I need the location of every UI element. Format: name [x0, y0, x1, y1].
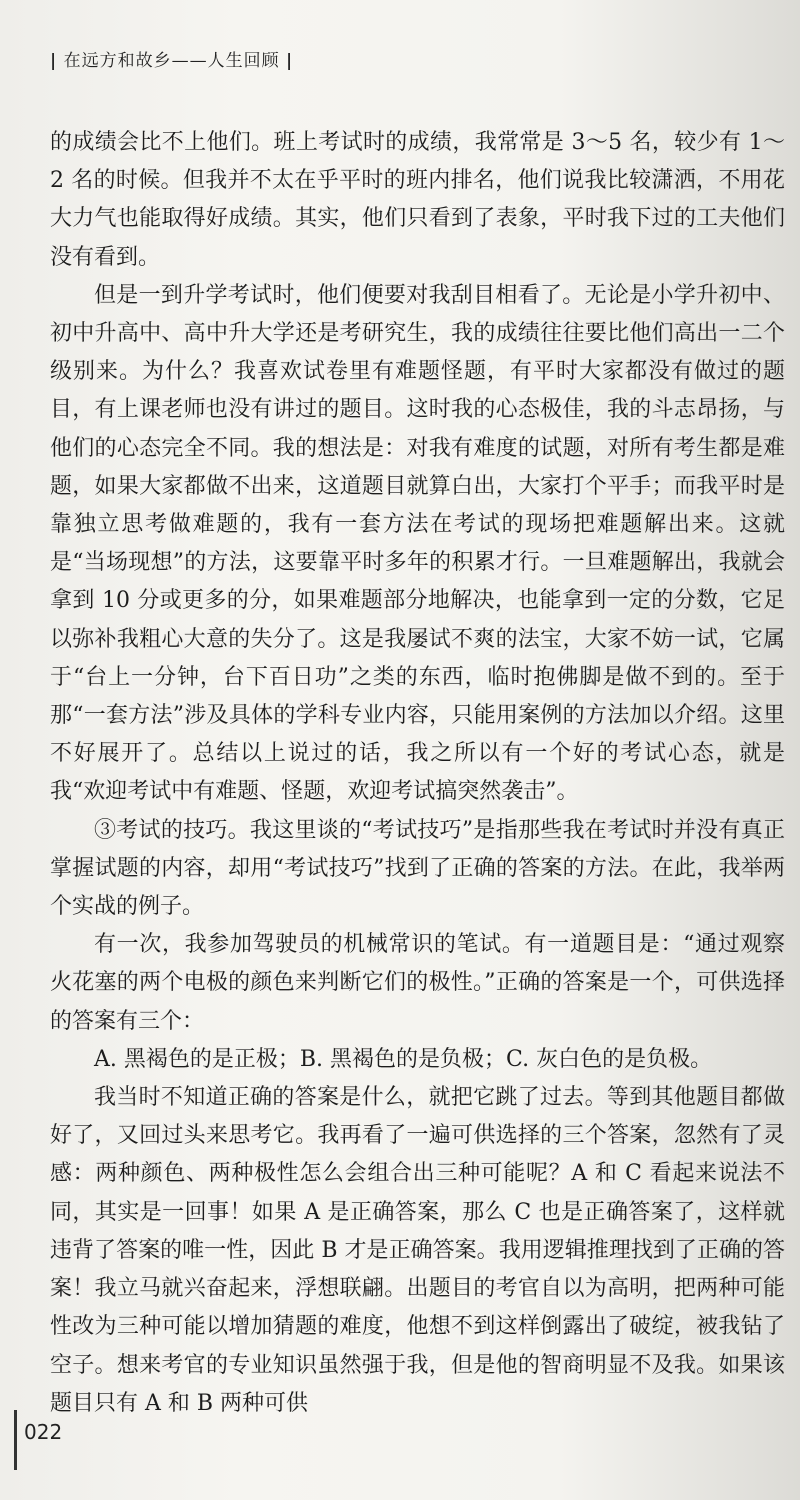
paragraph-4: 有一次，我参加驾驶员的机械常识的笔试。有一道题目是：“通过观察火花塞的两个电极的颜色来判断它们的极性。”正确的答案是一个，可供选择的答案有三个： [50, 932, 785, 1034]
paragraph-6: 我当时不知道正确的答案是什么，就把它跳了过去。等到其他题目都做好了，又回过头来思考它。我再看了一遍可供选择的三个答案，忽然有了灵感：两种颜色、两种极性怎么会组合出三种可能呢？A 和 C 看起来说法不同，其实是一回事！如果 A 是正确答案，那么 C 也是正确答案了，这样就违背了答案的唯一性，因此 B 才是正确答案。我用逻辑推理找到了正确的答案！我立马就兴奋起来，浮想联翩。出题目的考官自以为高明，把两种可能性改为三种可能以增加猜题的难度，他想不到这样倒露出了破绽，被我钻了空子。想来考官的专业知识虽然强于我，但是他的智商明显不及我。如果该题目只有 A 和 B 两种可供 [50, 1085, 785, 1416]
paragraph-3: ③考试的技巧。我这里谈的“考试技巧”是指那些我在考试时并没有真正掌握试题的内容，却用“考试技巧”找到了正确的答案的方法。在此，我举两个实战的例子。 [50, 817, 785, 920]
footer-rule [14, 1410, 17, 1470]
page-number: 022 [24, 1420, 63, 1444]
header-left-bar: | [50, 51, 58, 71]
paragraph-1: 的成绩会比不上他们。班上考试时的成绩，我常常是 3～5 名，较少有 1～2 名的时候。但我并不太在乎平时的班内排名，他们说我比较潇洒，不用花大力气也能取得好成绩。其实，他们只看到了表象，平时我下过的工夫他们没有看到。 [50, 130, 785, 270]
paragraph-5: A. 黑褐色的是正极；B. 黑褐色的是负极；C. 灰白色的是负极。 [94, 1046, 713, 1072]
paragraph-2: 但是一到升学考试时，他们便要对我刮目相看了。无论是小学升初中、初中升高中、高中升大学还是考研究生，我的成绩往往要比他们高出一二个级别来。为什么？我喜欢试卷里有难题怪题，有平时大家都没有做过的题目，有上课老师也没有讲过的题目。这时我的心态极佳，我的斗志昂扬，与他们的心态完全不同。我的想法是：对我有难度的试题，对所有考生都是难题，如果大家都做不出来，这道题目就算白出，大家打个平手；而我平时是靠独立思考做难题的，我有一套方法在考试的现场把难题解出来。这就是“当场现想”的方法，这要靠平时多年的积累才行。一旦难题解出，我就会拿到 10 分或更多的分，如果难题部分地解决，也能拿到一定的分数，它足以弥补我粗心大意的失分了。这是我屡试不爽的法宝，大家不妨一试，它属于“台上一分钟，台下百日功”之类的东西，临时抱佛脚是做不到的。至于那“一套方法”涉及具体的学科专业内容，只能用案例的方法加以介绍。这里不好展开了。总结以上说过的话，我之所以有一个好的考试心态，就是我“欢迎考试中有难题、怪题，欢迎考试搞突然袭击”。 [50, 282, 785, 805]
body-text [50, 124, 785, 1423]
header-title: 在远方和故乡——人生回顾 [63, 51, 280, 71]
running-header [50, 46, 293, 71]
header-right-bar: | [286, 51, 294, 71]
